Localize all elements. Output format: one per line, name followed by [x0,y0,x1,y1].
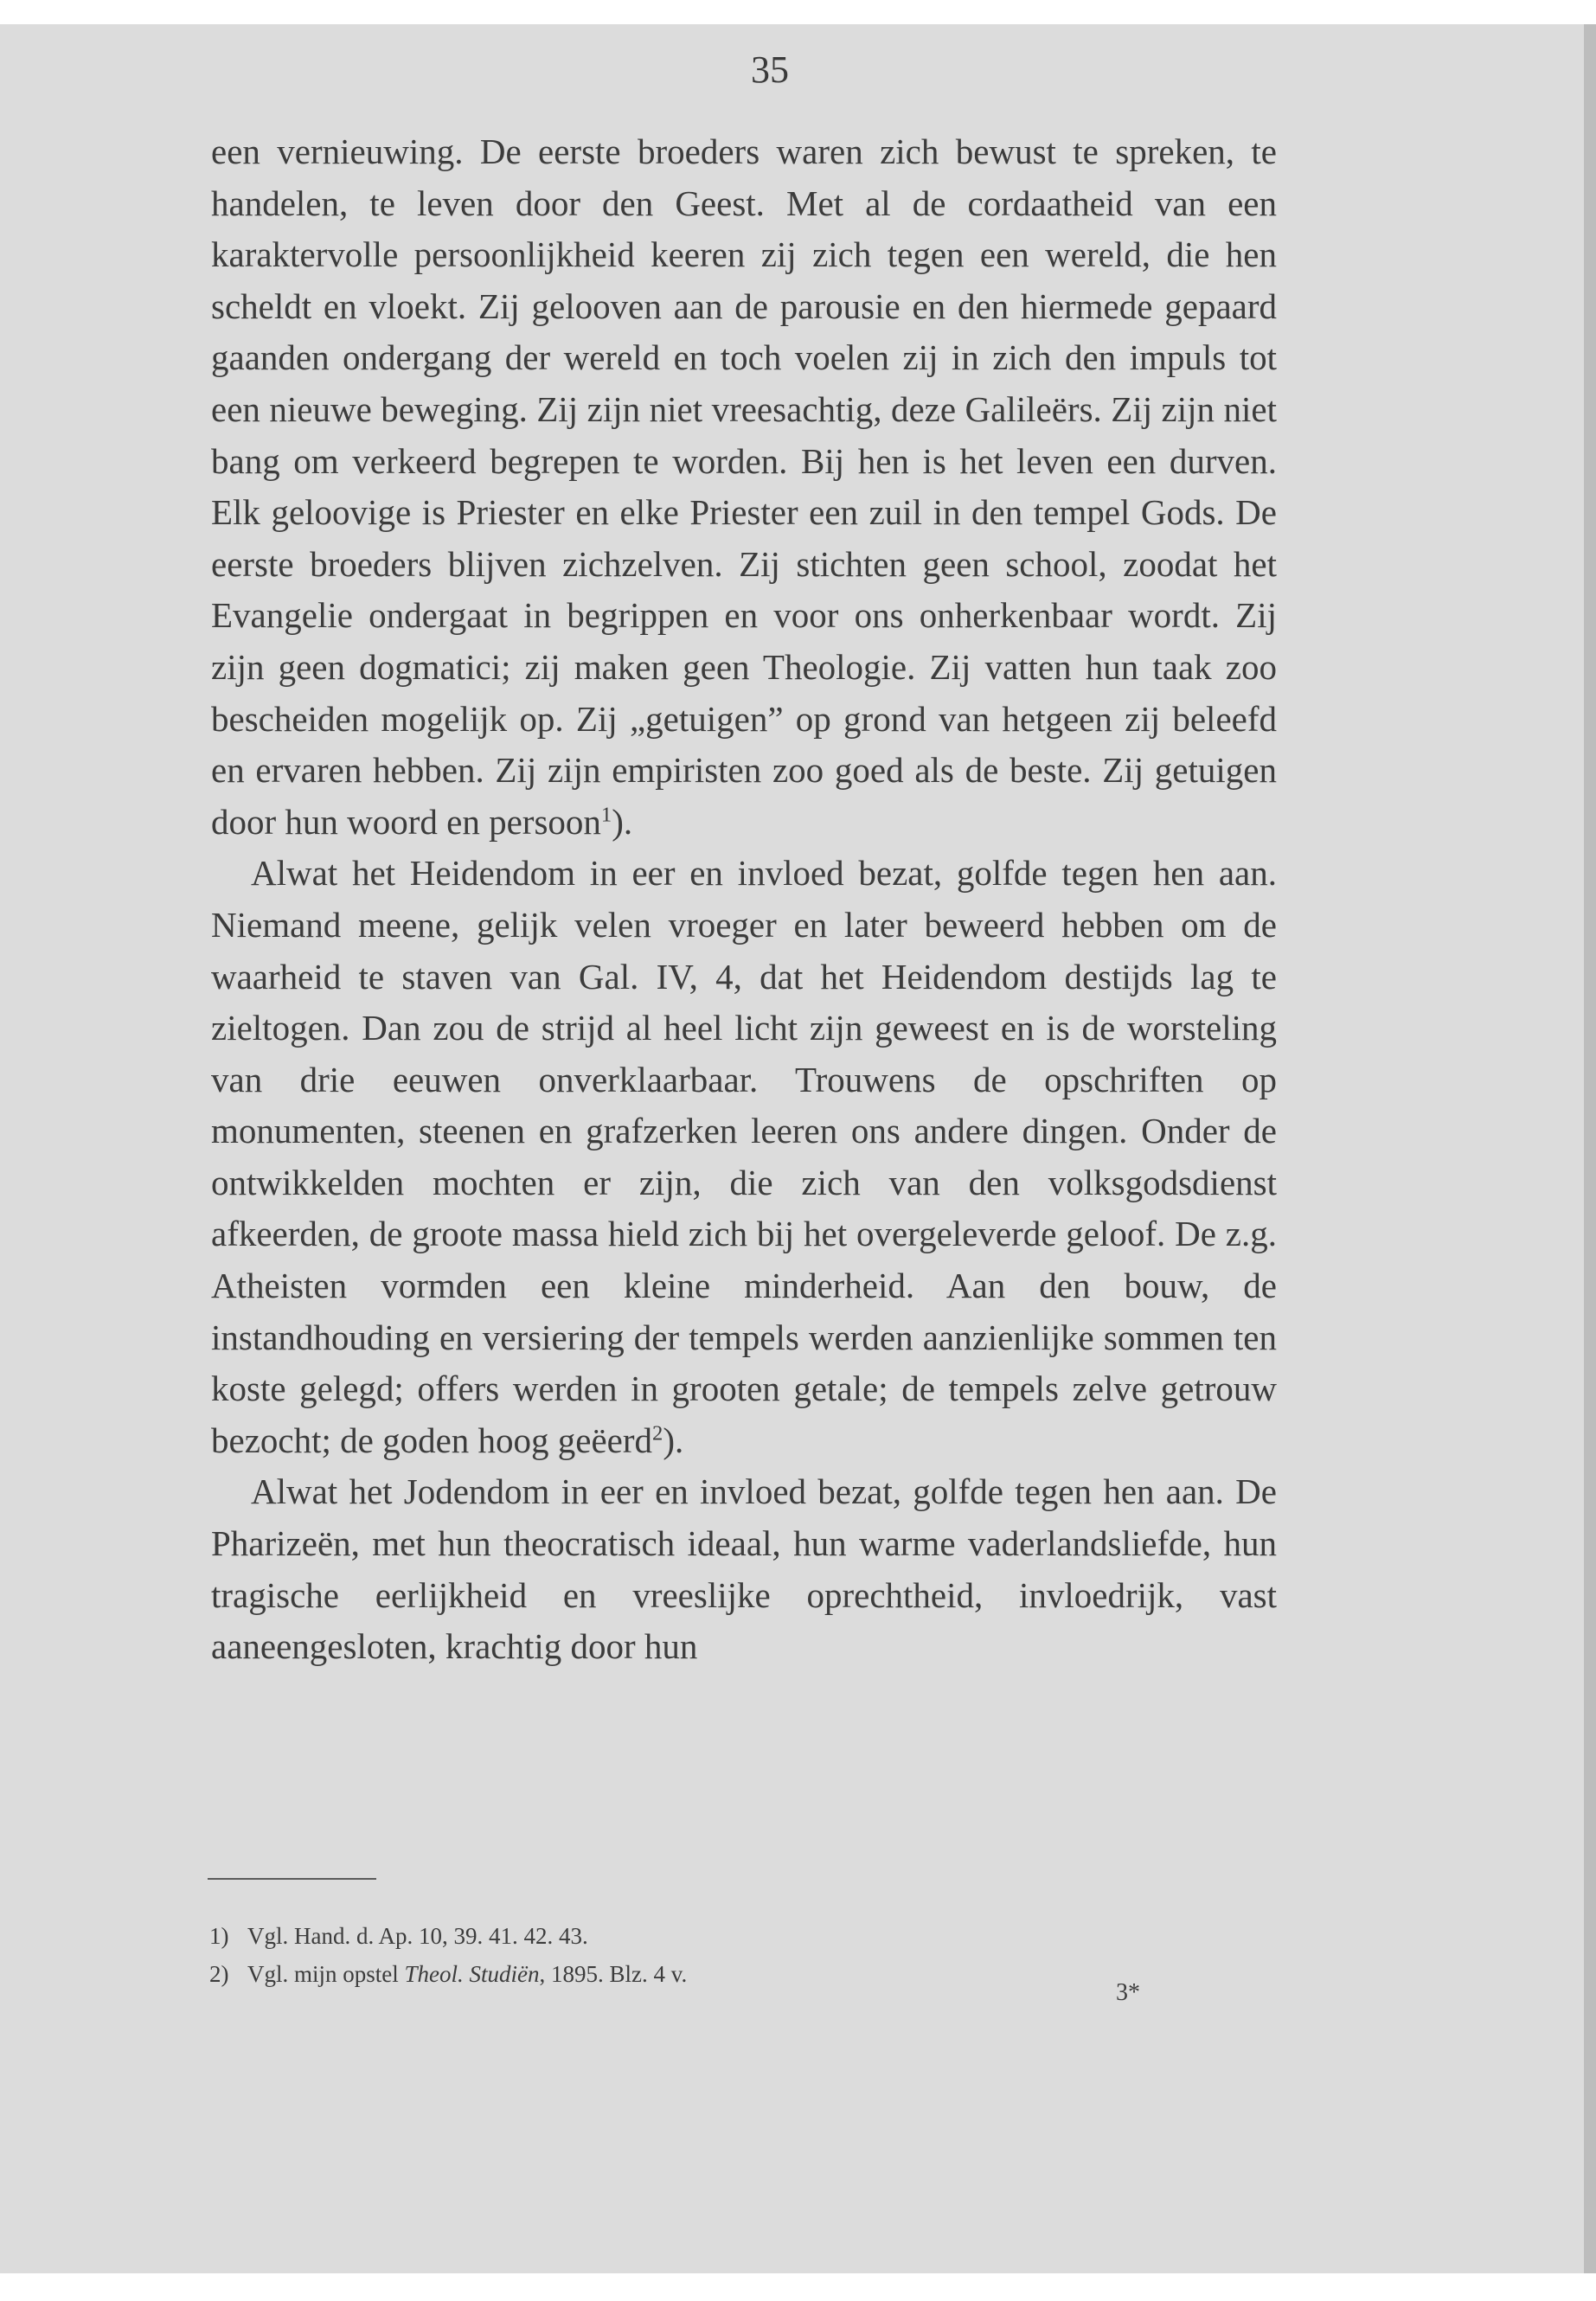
footnotes [209,1917,1230,1993]
footnote-divider [208,1878,376,1880]
footnote-mark: 1) [209,1923,229,1949]
footnote-text: Vgl. Hand. d. Ap. 10, 39. 41. 42. 43. [247,1923,588,1949]
scanned-page-background [0,24,1596,2273]
footnote-journal-title: Theol. Studiën [404,1961,540,1987]
paragraph [211,126,1277,848]
paragraph-text: Alwat het Heidendom in eer en invloed bezat, golfde tegen hen aan. Niemand meene, gelijk velen vroeger en later beweerd hebben om de waarheid te staven van Gal. IV, 4, dat het Heidendom destijds lag te zieltogen. Dan zou de strijd al heel licht zijn geweest en is de worsteling van drie eeuwen onverklaarbaar. Trouwens de opschriften op monumenten, steenen en grafzerken leeren ons andere dingen. Onder de ontwikkelden mochten er zijn, die zich van den volksgodsdienst afkeerden, de groote massa hield zich bij het overgeleverde geloof. De z.g. Atheisten vormden een kleine minderheid. Aan den bouw, de instandhouding en versiering der tempels werden aanzienlijke sommen ten koste gelegd; offers werden in grooten getale; de tempels zelve getrouw bezocht; de goden hoog geëerd [211,853,1277,1460]
body-text [211,126,1277,1673]
page-sheet [0,24,1588,2273]
footnote-reference[interactable]: 1 [600,803,612,827]
paragraph-tail: ). [663,1420,684,1460]
footnote-reference[interactable]: 2 [652,1421,663,1445]
signature-mark: 3* [1116,1979,1140,2006]
footnote-text: Vgl. mijn opstel [247,1961,405,1987]
paragraph [211,1466,1277,1672]
paragraph-text: een vernieuwing. De eerste broeders waren zich bewust te spreken, te handelen, te leven door den Geest. Met al de cordaatheid van een karaktervolle persoonlijkheid keeren zij zich tegen een wereld, die hen scheldt en vloekt. Zij gelooven aan de parousie en den hiermede gepaard gaanden ondergang der wereld en toch voelen zij in zich den impuls tot een nieuwe beweging. Zij zijn niet vreesachtig, deze Galileërs. Zij zijn niet bang om verkeerd begrepen te worden. Bij hen is het leven een durven. Elk geloovige is Priester en elke Priester een zuil in den tempel Gods. De eerste broeders blijven zichzelven. Zij stichten geen school, zoodat het Evangelie ondergaat in begrippen en voor ons onherkenbaar wordt. Zij zijn geen dogmatici; zij maken geen Theologie. Zij vatten hun taak zoo bescheiden mogelijk op. Zij „getuigen” op grond van hetgeen zij beleefd en ervaren hebben. Zij zijn empiristen zoo goed als de beste. Zij getuigen door hun woord en persoon [211,131,1277,842]
footnote [209,1955,1230,1993]
footnote [209,1917,1230,1955]
footnote-text-tail: , 1895. Blz. 4 v. [539,1961,688,1987]
page-edge-shadow [1584,24,1596,2273]
paragraph-tail: ). [612,801,633,842]
page-number: 35 [751,48,789,91]
footnote-mark: 2) [209,1961,229,1987]
paragraph [211,848,1277,1466]
paragraph-text: Alwat het Jodendom in eer en invloed bezat, golfde tegen hen aan. De Pharizeën, met hun theocratisch ideaal, hun warme vaderlandsliefde, hun tragische eerlijkheid en vreeslijke oprechtheid, invloedrijk, vast aaneengesloten, krachtig door hun [211,1471,1277,1667]
